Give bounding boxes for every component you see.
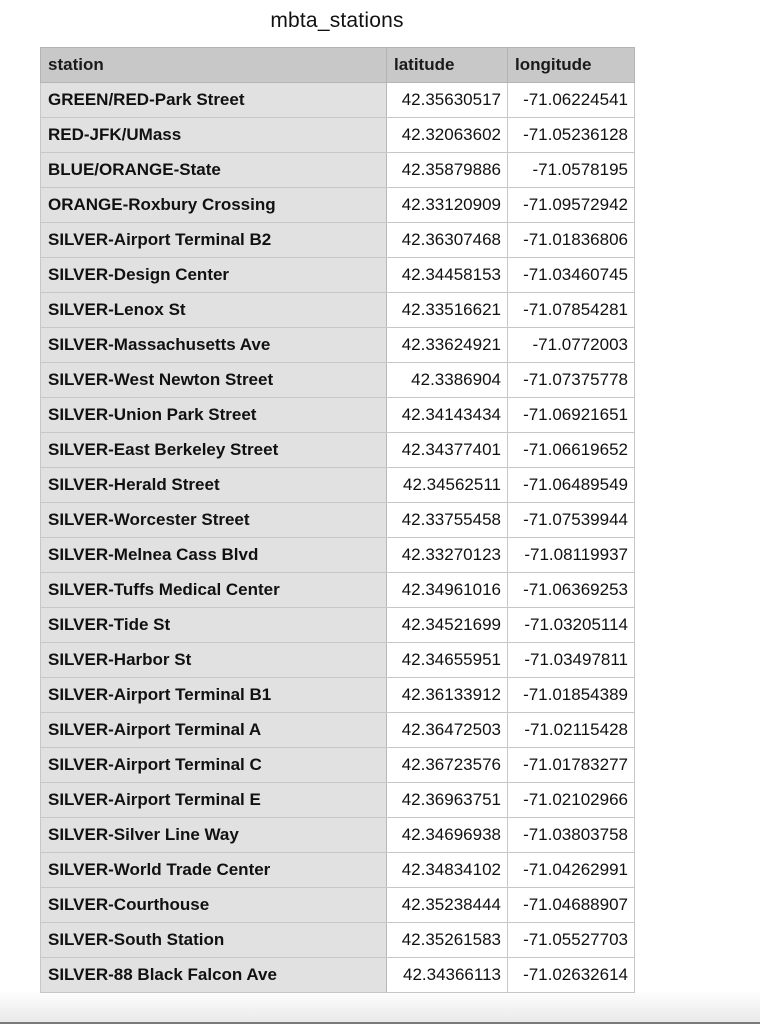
latitude-cell[interactable]: 42.33624921 xyxy=(387,328,508,363)
longitude-cell[interactable]: -71.07539944 xyxy=(508,503,635,538)
latitude-cell[interactable]: 42.33516621 xyxy=(387,293,508,328)
longitude-cell[interactable]: -71.03803758 xyxy=(508,818,635,853)
header-station[interactable]: station xyxy=(41,48,387,83)
table-row xyxy=(41,853,635,888)
table-row xyxy=(41,503,635,538)
latitude-cell[interactable]: 42.34366113 xyxy=(387,958,508,993)
stations-table xyxy=(40,47,635,993)
station-cell[interactable]: SILVER-Worcester Street xyxy=(41,503,387,538)
station-cell[interactable]: SILVER-East Berkeley Street xyxy=(41,433,387,468)
station-cell[interactable]: SILVER-Airport Terminal C xyxy=(41,748,387,783)
station-cell[interactable]: SILVER-Herald Street xyxy=(41,468,387,503)
table-row xyxy=(41,328,635,363)
table-body xyxy=(41,83,635,993)
table-row xyxy=(41,398,635,433)
station-cell[interactable]: SILVER-88 Black Falcon Ave xyxy=(41,958,387,993)
longitude-cell[interactable]: -71.03205114 xyxy=(508,608,635,643)
station-cell[interactable]: BLUE/ORANGE-State xyxy=(41,153,387,188)
table-row xyxy=(41,608,635,643)
table-row xyxy=(41,293,635,328)
longitude-cell[interactable]: -71.01836806 xyxy=(508,223,635,258)
station-cell[interactable]: SILVER-Lenox St xyxy=(41,293,387,328)
latitude-cell[interactable]: 42.34562511 xyxy=(387,468,508,503)
table-row xyxy=(41,188,635,223)
latitude-cell[interactable]: 42.36723576 xyxy=(387,748,508,783)
table-row xyxy=(41,748,635,783)
station-cell[interactable]: SILVER-Tuffs Medical Center xyxy=(41,573,387,608)
table-row xyxy=(41,153,635,188)
table-row xyxy=(41,118,635,153)
station-cell[interactable]: SILVER-Melnea Cass Blvd xyxy=(41,538,387,573)
latitude-cell[interactable]: 42.36133912 xyxy=(387,678,508,713)
station-cell[interactable]: SILVER-Design Center xyxy=(41,258,387,293)
longitude-cell[interactable]: -71.0578195 xyxy=(508,153,635,188)
station-cell[interactable]: SILVER-Tide St xyxy=(41,608,387,643)
table-row xyxy=(41,888,635,923)
latitude-cell[interactable]: 42.35879886 xyxy=(387,153,508,188)
latitude-cell[interactable]: 42.35238444 xyxy=(387,888,508,923)
longitude-cell[interactable]: -71.06619652 xyxy=(508,433,635,468)
latitude-cell[interactable]: 42.34655951 xyxy=(387,643,508,678)
latitude-cell[interactable]: 42.36307468 xyxy=(387,223,508,258)
longitude-cell[interactable]: -71.06369253 xyxy=(508,573,635,608)
station-cell[interactable]: SILVER-South Station xyxy=(41,923,387,958)
station-cell[interactable]: SILVER-Harbor St xyxy=(41,643,387,678)
longitude-cell[interactable]: -71.09572942 xyxy=(508,188,635,223)
longitude-cell[interactable]: -71.05236128 xyxy=(508,118,635,153)
longitude-cell[interactable]: -71.03460745 xyxy=(508,258,635,293)
station-cell[interactable]: SILVER-West Newton Street xyxy=(41,363,387,398)
station-cell[interactable]: SILVER-Union Park Street xyxy=(41,398,387,433)
table-row xyxy=(41,83,635,118)
latitude-cell[interactable]: 42.33120909 xyxy=(387,188,508,223)
window-bottom-shadow xyxy=(0,990,760,1024)
longitude-cell[interactable]: -71.02632614 xyxy=(508,958,635,993)
table-row xyxy=(41,923,635,958)
table-row xyxy=(41,538,635,573)
longitude-cell[interactable]: -71.02102966 xyxy=(508,783,635,818)
longitude-cell[interactable]: -71.0772003 xyxy=(508,328,635,363)
longitude-cell[interactable]: -71.02115428 xyxy=(508,713,635,748)
header-longitude[interactable]: longitude xyxy=(508,48,635,83)
table-row xyxy=(41,818,635,853)
table-row xyxy=(41,713,635,748)
table-row xyxy=(41,363,635,398)
latitude-cell[interactable]: 42.36472503 xyxy=(387,713,508,748)
latitude-cell[interactable]: 42.34521699 xyxy=(387,608,508,643)
table-row xyxy=(41,223,635,258)
latitude-cell[interactable]: 42.3386904 xyxy=(387,363,508,398)
table-row xyxy=(41,783,635,818)
header-row xyxy=(41,48,635,83)
latitude-cell[interactable]: 42.32063602 xyxy=(387,118,508,153)
table-row xyxy=(41,678,635,713)
station-cell[interactable]: RED-JFK/UMass xyxy=(41,118,387,153)
latitude-cell[interactable]: 42.34377401 xyxy=(387,433,508,468)
longitude-cell[interactable]: -71.01854389 xyxy=(508,678,635,713)
table-row xyxy=(41,958,635,993)
longitude-cell[interactable]: -71.03497811 xyxy=(508,643,635,678)
latitude-cell[interactable]: 42.35261583 xyxy=(387,923,508,958)
station-cell[interactable]: SILVER-World Trade Center xyxy=(41,853,387,888)
table-row xyxy=(41,573,635,608)
table-row xyxy=(41,433,635,468)
longitude-cell[interactable]: -71.04688907 xyxy=(508,888,635,923)
longitude-cell[interactable]: -71.07375778 xyxy=(508,363,635,398)
station-cell[interactable]: SILVER-Airport Terminal A xyxy=(41,713,387,748)
table-row xyxy=(41,468,635,503)
longitude-cell[interactable]: -71.05527703 xyxy=(508,923,635,958)
station-cell[interactable]: SILVER-Courthouse xyxy=(41,888,387,923)
sheet-title: mbta_stations xyxy=(270,9,404,32)
station-cell[interactable]: SILVER-Silver Line Way xyxy=(41,818,387,853)
station-cell[interactable]: SILVER-Airport Terminal B1 xyxy=(41,678,387,713)
longitude-cell[interactable]: -71.07854281 xyxy=(508,293,635,328)
latitude-cell[interactable]: 42.34834102 xyxy=(387,853,508,888)
latitude-cell[interactable]: 42.36963751 xyxy=(387,783,508,818)
header-latitude[interactable]: latitude xyxy=(387,48,508,83)
table-row xyxy=(41,643,635,678)
latitude-cell[interactable]: 42.34143434 xyxy=(387,398,508,433)
longitude-cell[interactable]: -71.06489549 xyxy=(508,468,635,503)
station-cell[interactable]: ORANGE-Roxbury Crossing xyxy=(41,188,387,223)
station-cell[interactable]: SILVER-Massachusetts Ave xyxy=(41,328,387,363)
station-cell[interactable]: SILVER-Airport Terminal B2 xyxy=(41,223,387,258)
latitude-cell[interactable]: 42.35630517 xyxy=(387,83,508,118)
latitude-cell[interactable]: 42.34458153 xyxy=(387,258,508,293)
latitude-cell[interactable]: 42.33270123 xyxy=(387,538,508,573)
latitude-cell[interactable]: 42.34696938 xyxy=(387,818,508,853)
longitude-cell[interactable]: -71.08119937 xyxy=(508,538,635,573)
longitude-cell[interactable]: -71.06921651 xyxy=(508,398,635,433)
station-cell[interactable]: SILVER-Airport Terminal E xyxy=(41,783,387,818)
latitude-cell[interactable]: 42.33755458 xyxy=(387,503,508,538)
station-cell[interactable]: GREEN/RED-Park Street xyxy=(41,83,387,118)
longitude-cell[interactable]: -71.04262991 xyxy=(508,853,635,888)
latitude-cell[interactable]: 42.34961016 xyxy=(387,573,508,608)
table-row xyxy=(41,258,635,293)
longitude-cell[interactable]: -71.01783277 xyxy=(508,748,635,783)
longitude-cell[interactable]: -71.06224541 xyxy=(508,83,635,118)
